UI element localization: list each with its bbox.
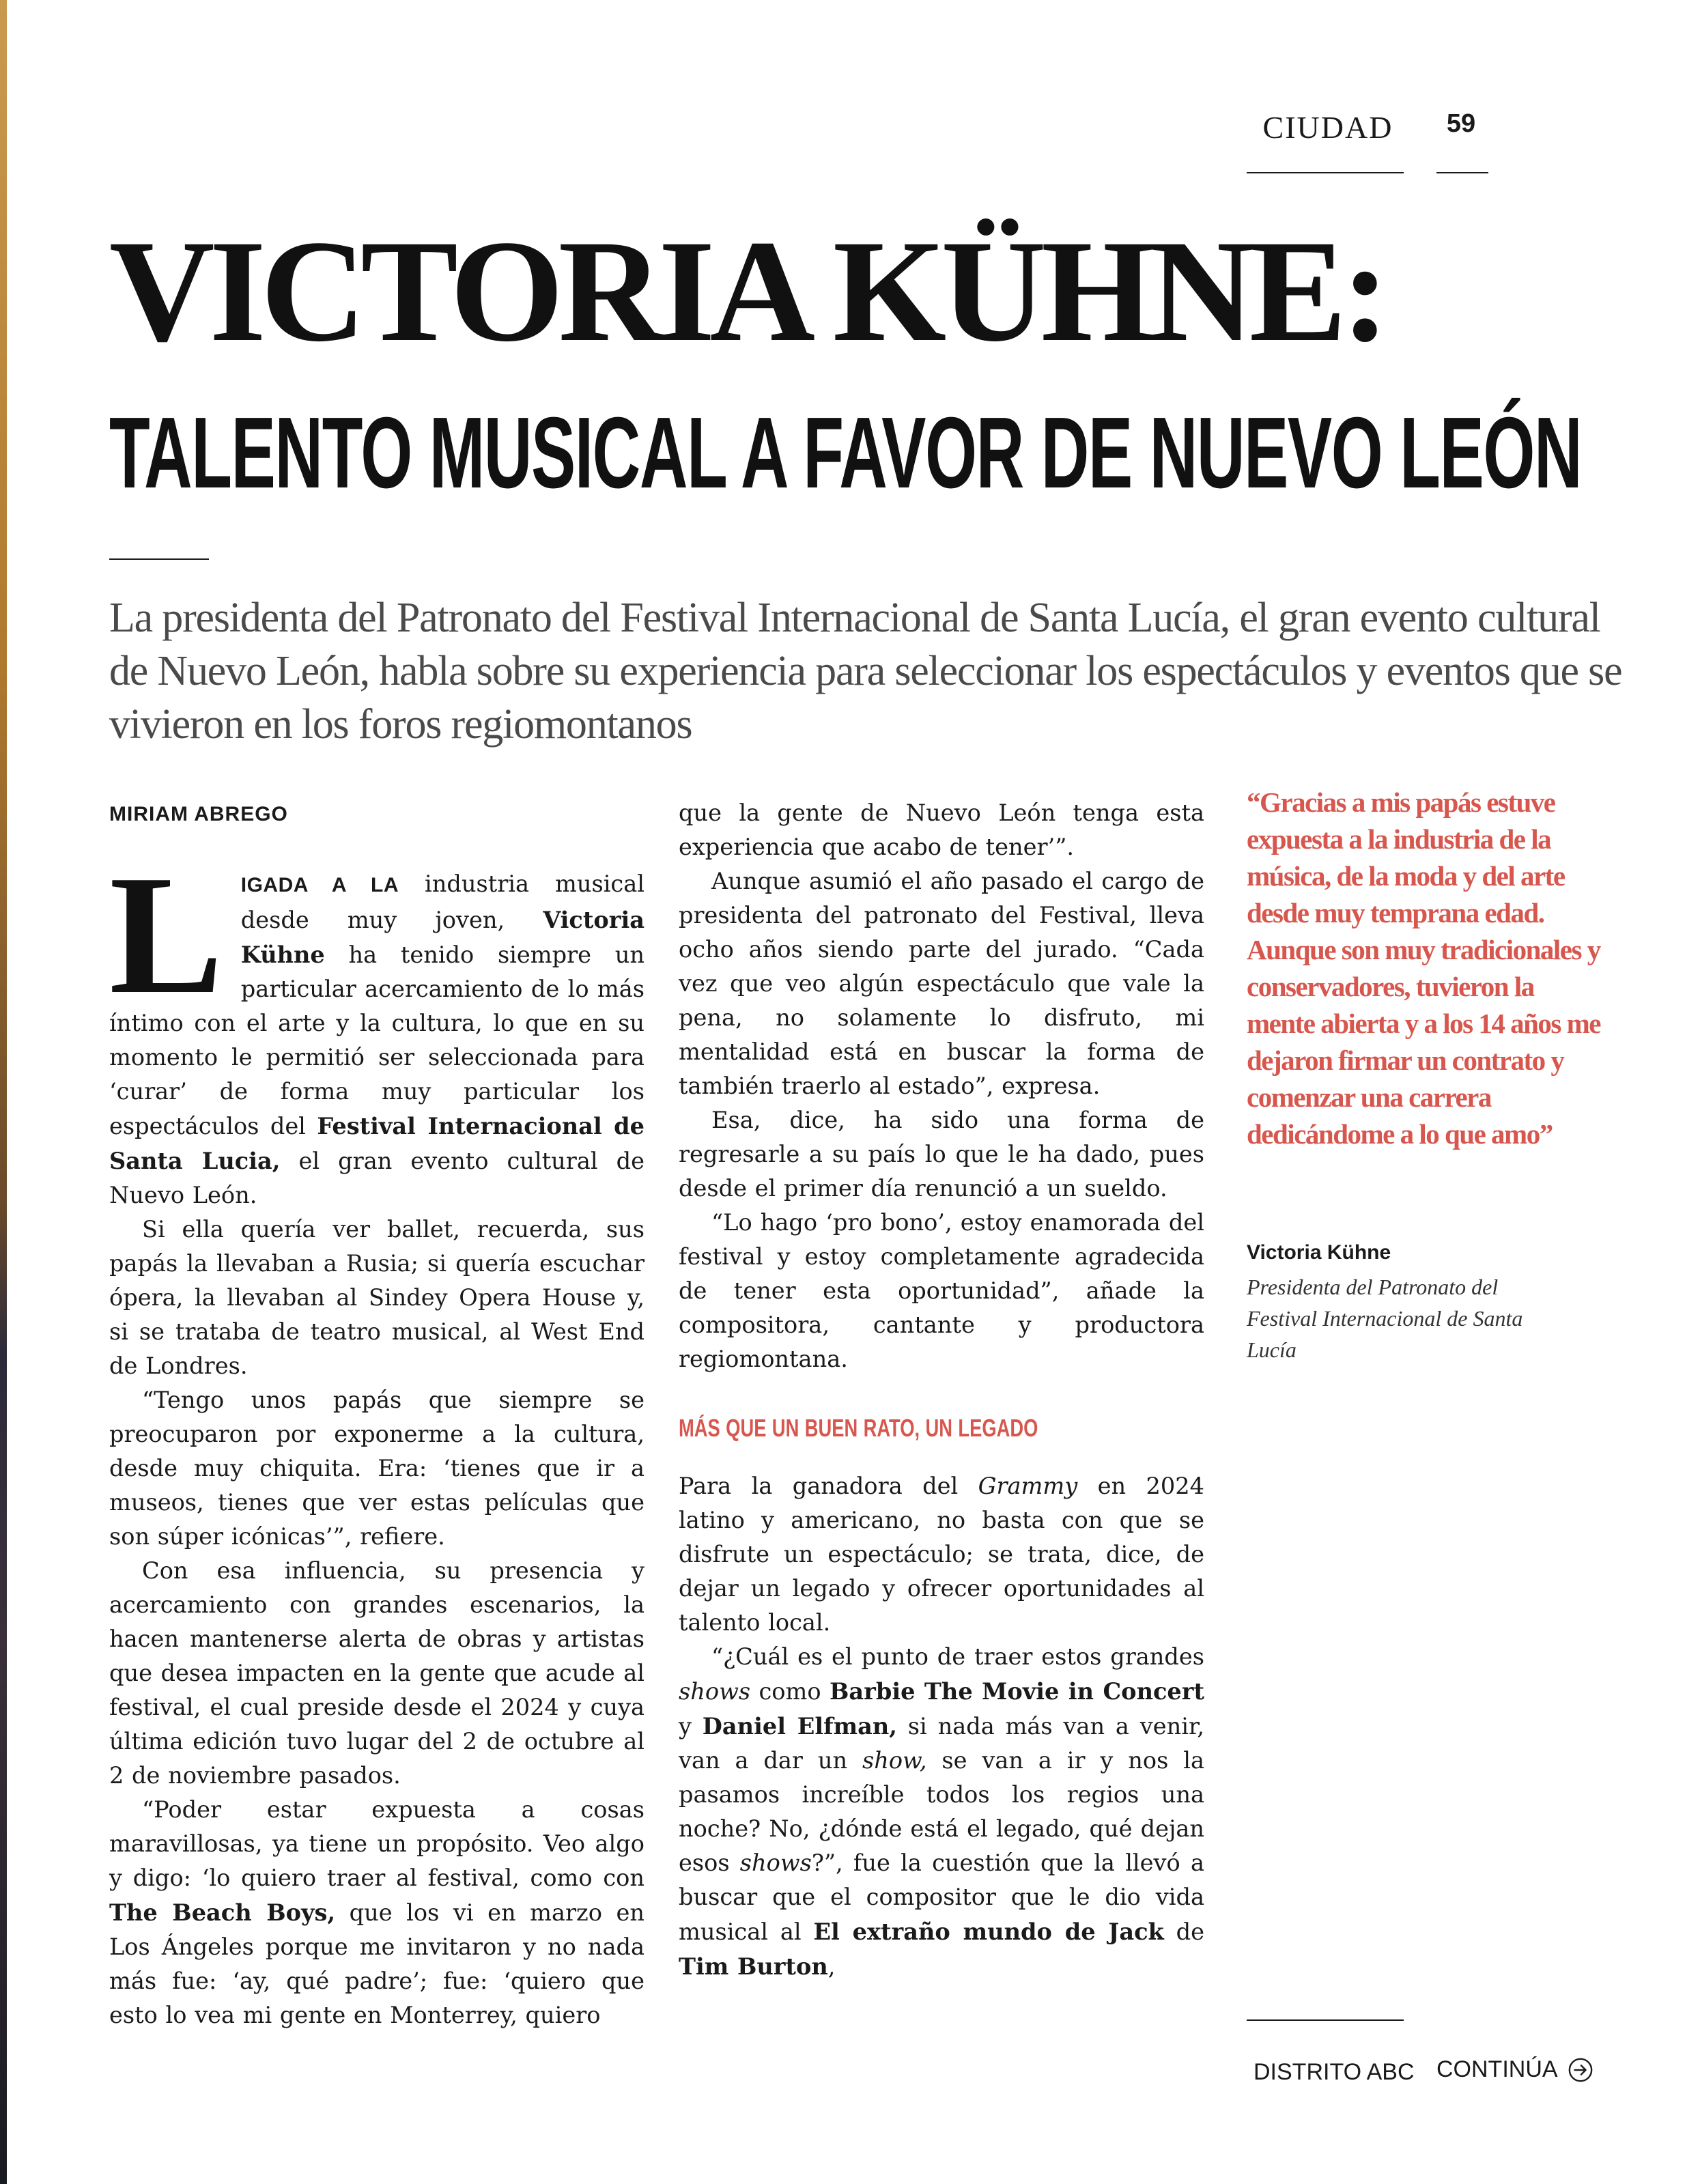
italic-term: shows: [739, 1849, 812, 1876]
title-rule: [109, 558, 209, 560]
paragraph: que la gente de Nuevo León tenga esta experiencia que acabo de tener’”.: [679, 799, 1204, 860]
text-run: como: [750, 1678, 830, 1705]
page-edge-decoration: [0, 0, 7, 2184]
body-column-2: [679, 796, 1204, 1984]
paragraph: “Tengo unos papás que siempre se preocuparon por exponerme a la cultura, desde muy chiquita. Era: ‘tienes que ir a museos, tienes que ver estas películas que son súper icónicas’”, refiere.: [109, 1387, 644, 1550]
article-deck: La presidenta del Patronato del Festival Internacional de Santa Lucía, el gran evento cultural de Nuevo León, habla sobre su experiencia para seleccionar los espectáculos y eventos que se vivieron en los foros regiomontanos: [109, 595, 1622, 748]
award-name: Grammy: [978, 1473, 1078, 1499]
section-label: CIUDAD: [1262, 110, 1393, 145]
pull-quote-attribution-name: Victoria Kühne: [1247, 1241, 1391, 1264]
text-run: industria musical desde muy joven,: [240, 870, 644, 933]
footer-section-label: DISTRITO ABC: [1253, 2059, 1415, 2085]
byline: MIRIAM ABREGO: [109, 803, 288, 825]
text-run: ha tenido siempre un particular acercamiento de lo más íntimo con el arte y la cultura, lo que en su momento le permitió ser seleccionada para ‘curar’ de forma muy particular los espectáculos del: [109, 941, 644, 1139]
band-name: The Beach Boys,: [109, 1899, 336, 1926]
page-number: 59: [1446, 109, 1476, 138]
paragraph: Esa, dice, ha sido una forma de regresarle a su país lo que le ha dado, pues desde el primer día renunció a un sueldo.: [679, 1107, 1204, 1202]
paragraph: [109, 1793, 644, 2032]
body-column-1: [109, 840, 645, 2032]
italic-term: shows: [679, 1678, 751, 1705]
footer-rule: [1247, 2019, 1404, 2021]
text-run: y: [679, 1713, 703, 1740]
person-name: Tim Burton: [679, 1953, 828, 1980]
continue-label: CONTINÚA: [1436, 2056, 1558, 2082]
text-run: ,: [827, 1953, 836, 1980]
page-number-rule: [1436, 172, 1488, 173]
article-title: VICTORIA KÜHNE:: [109, 210, 1385, 372]
text-run: “¿Cuál es el punto de traer estos grandes: [711, 1643, 1204, 1670]
lead-in: IGADA A LA: [240, 874, 399, 896]
text-run: “Poder estar expuesta a cosas maravillosas, ya tiene un propósito. Veo algo y digo: ‘lo quiero traer al festival, como con: [109, 1796, 644, 1891]
person-name: Victoria Kühne: [240, 906, 644, 968]
text-run: ?”, fue la cuestión que la llevó a buscar que el compositor que le dio vida musical al: [679, 1849, 1204, 1945]
paragraph: [109, 840, 645, 1212]
film-name: El extraño mundo de Jack: [813, 1918, 1164, 1945]
text-run: Para la ganadora del: [679, 1473, 978, 1499]
paragraph: Aunque asumió el año pasado el cargo de presidenta del patronato del Festival, lleva ocho años siendo parte del jurado. “Cada vez que veo algún espectáculo que vale la pena, no solamente lo disfruto, mi mentalidad está en buscar la forma de también traerlo al estado”, expresa.: [679, 868, 1204, 1099]
paragraph: [679, 1469, 1204, 1640]
article-subtitle: TALENTO MUSICAL A FAVOR DE NUEVO LEÓN: [109, 397, 1582, 509]
show-name: Barbie The Movie in Concert: [830, 1677, 1204, 1705]
text-run: si nada más van a venir, van a dar un: [679, 1713, 1204, 1774]
text-run: el gran evento cultural de Nuevo León.: [109, 1148, 645, 1208]
person-name: Daniel Elfman,: [702, 1712, 897, 1740]
festival-name: Festival Internacional de Santa Lucia,: [109, 1112, 644, 1174]
text-run: de: [1163, 1918, 1205, 1945]
text-run: en 2024 latino y americano, no basta con que se disfrute un espectáculo; se trata, dice, de dejar un legado y ofrecer oportunidades al talento local.: [679, 1473, 1204, 1636]
drop-cap: L: [109, 840, 223, 1030]
paragraph: Con esa influencia, su presencia y acercamiento con grandes escenarios, la hacen mantenerse alerta de obras y artistas que desea impacten en la gente que acude al festival, el cual preside desde el 2024 y cuya última edición tuvo lugar del 2 de octubre al 2 de noviembre pasados.: [109, 1557, 644, 1789]
section-rule: [1247, 172, 1404, 173]
pull-quote: “Gracias a mis papás estuve expuesta a la industria de la música, de la moda y del arte desde muy temprana edad. Aunque son muy tradicionales y conservadores, tuvieron la mente abierta y a los 14 años me dejaron firmar un contrato y comenzar una carrera dedicándome a lo que amo”: [1247, 786, 1600, 1150]
italic-term: show,: [862, 1747, 927, 1774]
paragraph: “Lo hago ‘pro bono’, estoy enamorada del festival y estoy completamente agradecida de tener esta oportunidad”, añade la compositora, cantante y productora regiomontana.: [679, 1209, 1204, 1372]
text-run: se van a ir y nos la pasamos increíble todos los regios una noche? No, ¿dónde está el legado, qué dejan esos: [679, 1747, 1204, 1876]
section-subhead: MÁS QUE UN BUEN RATO, UN LEGADO: [679, 1414, 1038, 1442]
continue-link[interactable]: [1436, 2056, 1593, 2083]
arrow-right-circle-icon: [1568, 2057, 1593, 2083]
paragraph: Si ella quería ver ballet, recuerda, sus papás la llevaban a Rusia; si quería escuchar ópera, la llevaban al Sindey Opera House y, si se trataba de teatro musical, al West End de Londres.: [109, 1216, 644, 1379]
pull-quote-attribution-role: Presidenta del Patronato del Festival Internacional de Santa Lucía: [1247, 1275, 1523, 1362]
text-run: que los vi en marzo en Los Ángeles porque me invitaron y no nada más fue: ‘ay, qué padre’; fue: ‘quiero que esto lo vea mi gente en Monterrey, quiero: [109, 1899, 644, 2028]
paragraph: [679, 1640, 1204, 1984]
